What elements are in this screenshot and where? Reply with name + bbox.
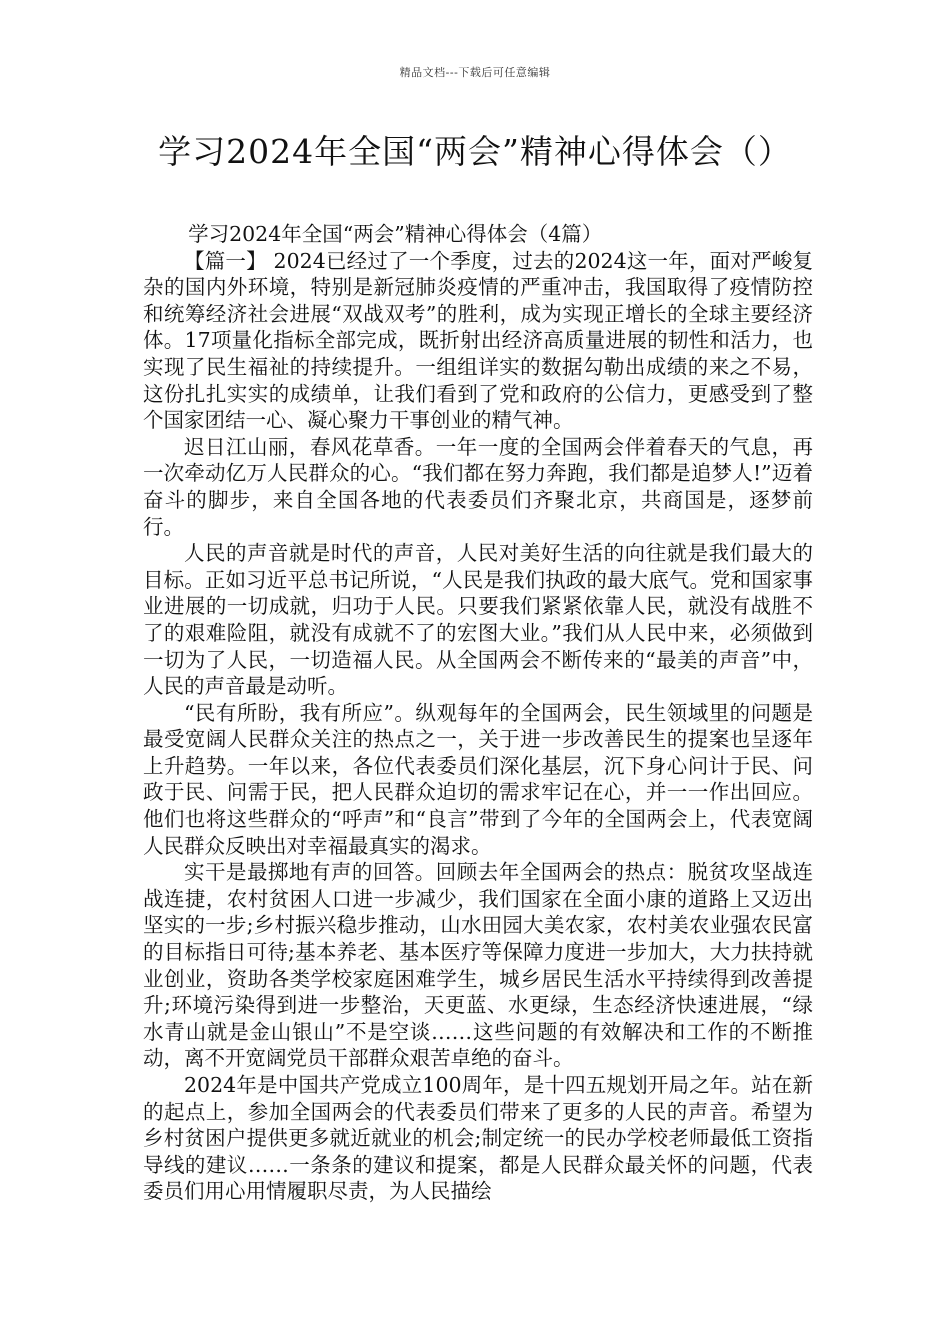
document-body xyxy=(143,221,813,1205)
document-subtitle: 学习2024年全国“两会”精神心得体会（4篇） xyxy=(188,222,603,246)
paragraph-2: 迟日江山丽，春风花草香。一年一度的全国两会伴着春天的气息，再一次牵动亿万人民群众的心。“我们都在努力奔跑，我们都是追梦人!”迈着奋斗的脚步，来自全国各地的代表委员们齐聚北京，共商国是，逐梦前行。 xyxy=(143,434,813,539)
paragraph-1: 【篇一】 2024已经过了一个季度，过去的2024这一年，面对严峻复杂的国内外环境，特别是新冠肺炎疫情的严重冲击，我国取得了疫情防控和统筹经济社会进展“双战双考”的胜利，成为实现正增长的全球主要经济体。17项量化指标全部完成，既折射出经济高质量进展的韧性和活力，也实现了民生福祉的持续提升。一组组详实的数据勾勒出成绩的来之不易，这份扎扎实实的成绩单，让我们看到了党和政府的公信力，更感受到了整个国家团结一心、凝心聚力干事创业的精气神。 xyxy=(143,248,813,433)
paragraph-6: 2024年是中国共产党成立100周年，是十四五规划开局之年。站在新的起点上，参加全国两会的代表委员们带来了更多的人民的声音。希望为乡村贫困户提供更多就近就业的机会;制定统一的民办学校老师最低工资指导线的建议……一条条的建议和提案，都是人民群众最关怀的问题，代表委员们用心用情履职尽责，为人民描绘 xyxy=(143,1073,813,1204)
header-note: 精品文档---下载后可任意编辑 xyxy=(399,66,551,79)
paragraph-5: 实干是最掷地有声的回答。回顾去年全国两会的热点：脱贫攻坚战连战连捷，农村贫困人口进一步减少，我们国家在全面小康的道路上又迈出坚实的一步;乡村振兴稳步推动，山水田园大美农家，农村美农业强农民富的目标指日可待;基本养老、基本医疗等保障力度进一步加大，大力扶持就业创业，资助各类学校家庭困难学生，城乡居民生活水平持续得到改善提升;环境污染得到进一步整治，天更蓝、水更绿，生态经济快速进展，“绿水青山就是金山银山”不是空谈……这些问题的有效解决和工作的不断推动，离不开宽阔党员干部群众艰苦卓绝的奋斗。 xyxy=(143,860,813,1071)
paragraph-3: 人民的声音就是时代的声音，人民对美好生活的向往就是我们最大的目标。正如习近平总书记所说，“人民是我们执政的最大底气。党和国家事业进展的一切成就，归功于人民。只要我们紧紧依靠人民，就没有战胜不了的艰难险阻，就没有成就不了的宏图大业。”我们从人民中来，必须做到一切为了人民，一切造福人民。从全国两会不断传来的“最美的声音”中，人民的声音最是动听。 xyxy=(143,541,813,699)
document-title: 学习2024年全国“两会”精神心得体会（） xyxy=(158,132,792,171)
paragraph-4: “民有所盼，我有所应”。纵观每年的全国两会，民生领域里的问题是最受宽阔人民群众关注的热点之一，关于进一步改善民生的提案也呈逐年上升趋势。一年以来，各位代表委员们深化基层，沉下身心问计于民、问政于民、问需于民，把人民群众迫切的需求牢记在心，并一一作出回应。他们也将这些群众的“呼声”和“良言”带到了今年的全国两会上，代表宽阔人民群众反映出对幸福最真实的渴求。 xyxy=(143,700,813,858)
